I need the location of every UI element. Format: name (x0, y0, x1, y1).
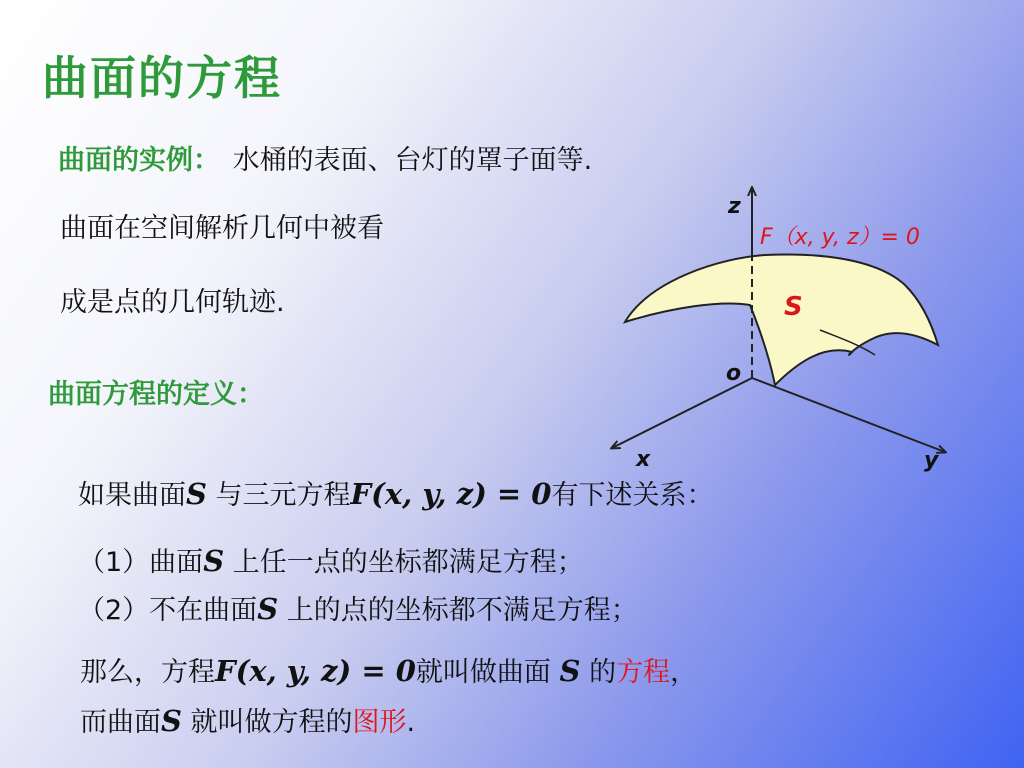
definition-label: 曲面方程的定义： (48, 379, 264, 410)
figure-equation: F（x, y, z）= 0 (760, 225, 920, 250)
example-line (58, 138, 592, 177)
z-axis-label: z (728, 194, 741, 219)
origin-label: o (726, 361, 742, 386)
concl-equation: F(x, y, z) = 0 (215, 654, 416, 688)
conclusion-line-1 (80, 650, 697, 689)
slide-title: 曲面的方程 (42, 51, 282, 105)
x-axis-label: x (636, 447, 651, 472)
concl-highlight-equation: 方程 (616, 657, 671, 688)
example-label: 曲面的实例： (58, 145, 220, 176)
concl-d: ， (670, 657, 698, 688)
def-intro-b: 与三元方程 (215, 480, 351, 511)
def-equation: F(x, y, z) = 0 (350, 477, 552, 511)
concl2-highlight-graph: 图形 (352, 707, 407, 738)
y-axis-label: y (924, 448, 939, 473)
def-intro-a: 如果曲面 (78, 480, 186, 511)
surface-shape (625, 254, 938, 385)
condition-2 (78, 588, 638, 627)
cond2-b: 上的点的坐标都不满足方程； (286, 595, 638, 626)
cond1-b: 上任一点的坐标都满足方程； (232, 547, 584, 578)
concl-c: 的 (589, 657, 617, 688)
condition-1 (78, 540, 584, 579)
conclusion-line-2 (80, 700, 415, 739)
cond1-a: （1）曲面 (78, 547, 204, 578)
concl-surface-symbol: S (559, 654, 581, 688)
cond2-a: （2）不在曲面 (78, 595, 258, 626)
concl2-b: 就叫做方程的 (190, 707, 353, 738)
concl-a: 那么，方程 (80, 657, 215, 688)
x-axis (612, 378, 752, 448)
concl2-c: . (406, 707, 416, 738)
def-surface-symbol: S (186, 477, 207, 511)
concl-b: 就叫做曲面 (415, 657, 551, 688)
view-line-1: 曲面在空间解析几何中被看 (60, 213, 384, 244)
surface-figure (600, 185, 1000, 480)
cond1-surface-symbol: S (203, 544, 225, 578)
surface-label: S (784, 292, 803, 322)
def-intro-c: 有下述关系： (551, 480, 714, 511)
concl2-a: 而曲面 (80, 707, 161, 738)
concl2-surface-symbol: S (161, 704, 182, 738)
view-line-2: 成是点的几何轨迹. (60, 287, 285, 318)
example-text: 水桶的表面、台灯的罩子面等. (232, 145, 593, 176)
y-axis (752, 378, 945, 452)
cond2-surface-symbol: S (257, 592, 279, 626)
